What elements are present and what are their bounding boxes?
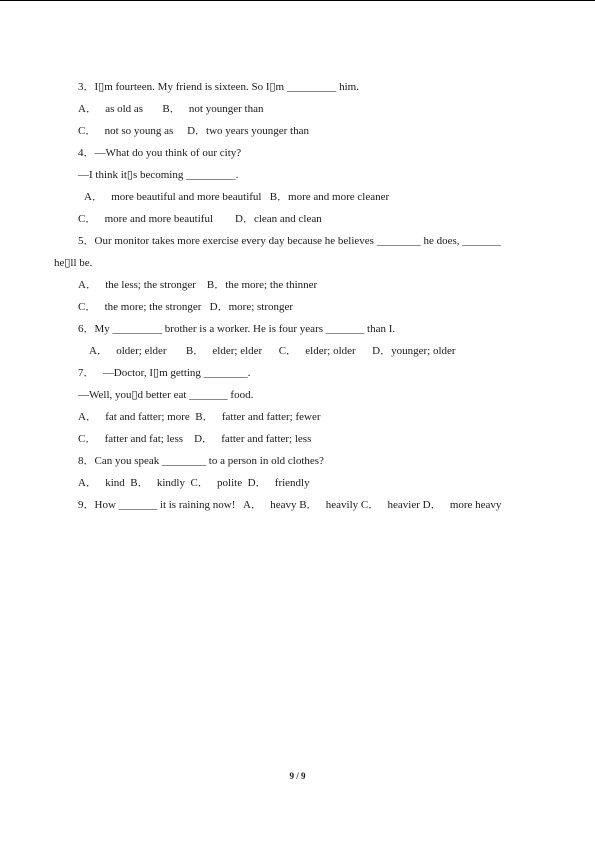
- question-3-options-ab: A． as old as B． not younger than: [78, 103, 264, 115]
- question-8-stem: 8．Can you speak ________ to a person in old clothes?: [78, 455, 324, 467]
- question-5-stem-cont: he▯ll be.: [54, 257, 93, 269]
- question-7-options-cd: C． fatter and fat; less D． fatter and fatter; less: [78, 433, 312, 445]
- question-6-stem: 6．My _________ brother is a worker. He is four years _______ than I.: [78, 323, 396, 335]
- question-5-options-cd: C． the more; the stronger D．more; stronger: [78, 301, 294, 313]
- question-3-options-cd: C． not so young as D．two years younger than: [78, 125, 309, 137]
- question-5-options-ab: A． the less; the stronger B．the more; the thinner: [78, 279, 318, 291]
- question-9-stem-options: 9．How _______ it is raining now! A． heavy B． heavily C． heavier D． more heavy: [78, 499, 502, 511]
- question-7-stem: 7． —Doctor, I▯m getting ________.: [78, 367, 251, 379]
- page-top-border: [0, 0, 595, 1]
- question-4-reply: —I think it▯s becoming _________.: [78, 169, 239, 181]
- question-8-options: A． kind B． kindly C． polite D． friendly: [78, 477, 310, 489]
- question-4-options-ab: A． more beautiful and more beautiful B．more and more cleaner: [84, 191, 390, 203]
- question-6-options: A． older; elder B． elder; elder C． elder; older D．younger; older: [89, 345, 456, 357]
- question-3-stem: 3．I▯m fourteen. My friend is sixteen. So I▯m _________ him.: [78, 81, 359, 93]
- question-4-stem: 4．—What do you think of our city?: [78, 147, 242, 159]
- page-number: 9 / 9: [289, 771, 306, 781]
- question-4-options-cd: C． more and more beautiful D．clean and clean: [78, 213, 322, 225]
- question-7-reply: —Well, you▯d better eat _______ food.: [78, 389, 254, 401]
- question-5-stem: 5．Our monitor takes more exercise every day because he believes ________ he does, _______: [78, 235, 501, 247]
- question-7-options-ab: A． fat and fatter; more B． fatter and fatter; fewer: [78, 411, 321, 423]
